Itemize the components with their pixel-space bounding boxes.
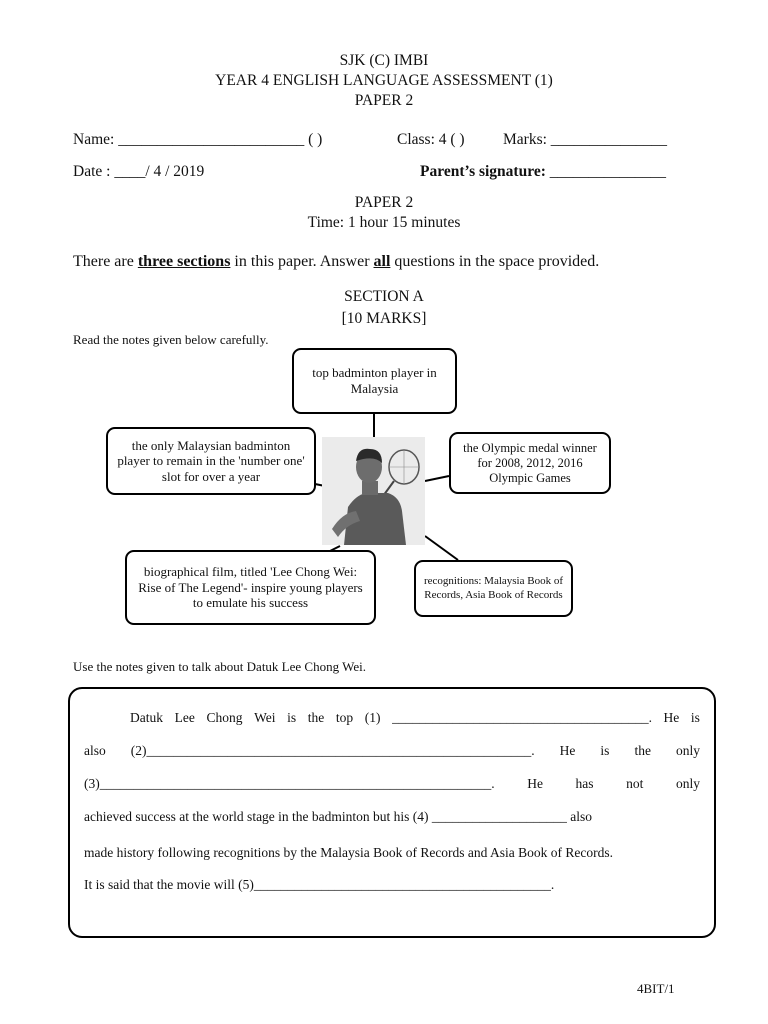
passage-line-2 — [84, 743, 700, 759]
passage-word: top — [335, 710, 354, 725]
note-right: the Olympic medal winner for 2008, 2012, 2016 Olympic Games — [449, 432, 611, 494]
page-code: 4BIT/1 — [637, 981, 675, 996]
passage-word: Chong — [206, 710, 243, 725]
passage-word: He — [559, 743, 576, 758]
answer-blank-2[interactable]: (2)_________________________________________________________. — [130, 743, 535, 758]
name-field-label: Name: ________________________ ( ) — [73, 131, 323, 148]
date-field-label: Date : ____/ 4 / 2019 — [73, 163, 205, 180]
section-marks: [10 MARKS] — [341, 310, 427, 327]
connector-right — [425, 476, 449, 481]
note-bottom-left: biographical film, titled 'Lee Chong Wei: Rise of The Legend'- inspire young players to emulate his success — [125, 550, 376, 625]
time-allowed: Time: 1 hour 15 minutes — [307, 214, 461, 231]
instruction-emph-all: all — [373, 253, 391, 270]
passage-word: only — [675, 776, 700, 791]
note-bottom-right: recognitions: Malaysia Book of Records, Asia Book of Records — [414, 560, 573, 617]
blank-1-label: (1) — [364, 710, 381, 725]
passage-word: Wei — [254, 710, 276, 725]
note-left: the only Malaysian badminton player to remain in the 'number one' slot for over a year — [106, 427, 316, 495]
paper-subtitle: PAPER 2 — [354, 194, 414, 211]
answer-blank-3[interactable]: (3)__________________________________________________________. — [84, 776, 495, 791]
assessment-title: YEAR 4 ENGLISH LANGUAGE ASSESSMENT (1) — [215, 72, 553, 89]
passage-word: He — [663, 710, 680, 725]
passage-line-4: achieved success at the world stage in the badminton but his (4) ____________________ also — [84, 809, 593, 824]
passage-word: is — [287, 710, 297, 725]
parent-signature-label: Parent’s signature: — [420, 163, 546, 180]
connector-bottom-right — [425, 536, 458, 560]
passage-word: only — [675, 743, 700, 758]
class-field-label: Class: 4 ( ) — [397, 131, 465, 148]
passage-word: is — [600, 743, 610, 758]
use-notes-instruction: Use the notes given to talk about Datuk Lee Chong Wei. — [73, 659, 366, 674]
note-top: top badminton player in Malaysia — [292, 348, 457, 414]
parent-signature-line: _______________ — [549, 163, 666, 180]
passage-word: has — [575, 776, 594, 791]
section-title: SECTION A — [344, 288, 424, 305]
answer-blank-1[interactable]: ______________________________________. — [392, 710, 652, 725]
passage-word: the — [307, 710, 325, 725]
athlete-silhouette-icon — [322, 437, 425, 545]
instruction-post: questions in the space provided. — [390, 253, 600, 270]
passage-word: is — [690, 710, 700, 725]
passage-line-6: It is said that the movie will (5)____________________________________________. — [84, 877, 555, 892]
passage-word: not — [626, 776, 644, 791]
passage-line-1 — [130, 710, 700, 726]
instruction-pre: There are — [73, 253, 138, 270]
paper-label: PAPER 2 — [354, 92, 414, 109]
athlete-photo — [322, 437, 425, 545]
read-notes-instruction: Read the notes given below carefully. — [73, 332, 269, 347]
passage-line-3 — [84, 776, 700, 792]
instruction-emph-sections: three sections — [137, 253, 231, 270]
passage-word: Lee — [174, 710, 195, 725]
passage-word: also — [84, 743, 106, 758]
passage-word: the — [634, 743, 651, 758]
passage-word: Datuk — [130, 710, 163, 725]
instruction-mid: in this paper. Answer — [230, 253, 374, 270]
passage-word: He — [527, 776, 543, 791]
school-name: SJK (C) IMBI — [339, 52, 429, 69]
passage-line-5: made history following recognitions by the Malaysia Book of Records and Asia Book of Records. — [84, 845, 614, 860]
marks-field-label: Marks: _______________ — [503, 131, 668, 148]
